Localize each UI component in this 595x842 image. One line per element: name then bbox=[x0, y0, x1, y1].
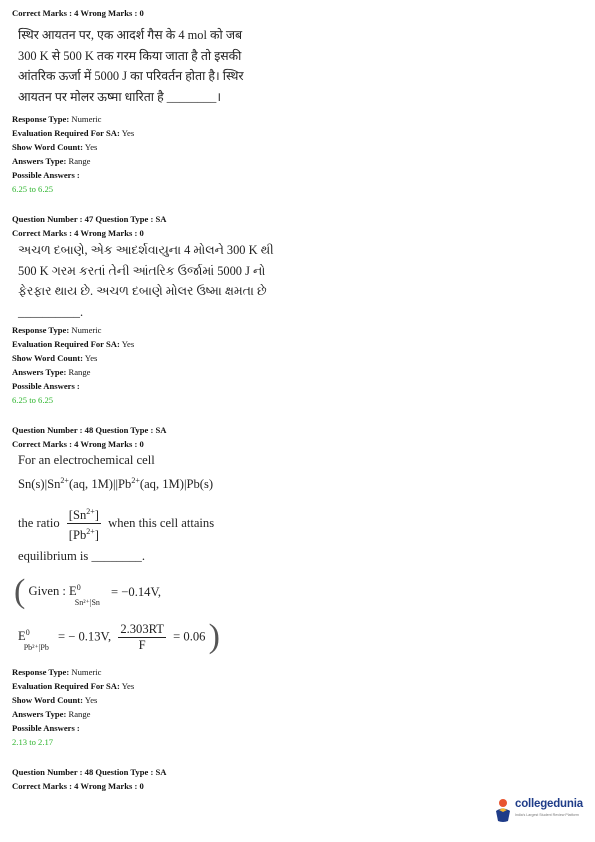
question-line: स्थिर आयतन पर, एक आदर्श गैस के 4 mol को जब bbox=[18, 28, 243, 42]
show-word-count: Show Word Count: Yes bbox=[12, 695, 98, 705]
show-word-count: Show Word Count: Yes bbox=[12, 142, 98, 152]
concentration-ratio: $\frac{[Sn^{2+}]}{[Pb^{2+}]}$ bbox=[67, 504, 101, 543]
electrode-potential-line: $E^0_{Pb^{2+}|Pb}$ = − 0.13V, $\frac{2.303RT}{F}$ = 0.06 ) bbox=[18, 618, 220, 655]
evaluation-required: Evaluation Required For SA: Yes bbox=[12, 339, 135, 349]
show-word-count: Show Word Count: Yes bbox=[12, 353, 98, 363]
question-line: 500 K ગરમ કરતાં તેની આંતરિક ઉર્જામાં 5000 J નો bbox=[18, 263, 266, 278]
possible-answers-label: Possible Answers : bbox=[12, 170, 80, 180]
response-type: Response Type: Numeric bbox=[12, 114, 102, 124]
answers-type: Answers Type: Range bbox=[12, 367, 91, 377]
question-header: Question Number : 48 Question Type : SA bbox=[12, 767, 167, 777]
evaluation-required: Evaluation Required For SA: Yes bbox=[12, 681, 135, 691]
ratio-line: the ratio $\frac{[Sn^{2+}]}{[Pb^{2+}]}$ when this cell attains bbox=[18, 504, 214, 543]
evaluation-required: Evaluation Required For SA: Yes bbox=[12, 128, 135, 138]
question-text-hindi bbox=[18, 25, 244, 107]
answers-type: Answers Type: Range bbox=[12, 709, 91, 719]
question-line: आयतन पर मोलर ऊष्मा धारिता है ________। bbox=[18, 89, 222, 104]
question-line: ફેરફાર થાય છે. અચળ દબાણે મોલર ઉષ્મા ક્ષમતા છે bbox=[18, 284, 267, 298]
possible-answers-value: 2.13 to 2.17 bbox=[12, 737, 54, 747]
collegedunia-logo bbox=[493, 794, 585, 824]
question-header: Question Number : 47 Question Type : SA bbox=[12, 214, 167, 224]
given-line: ( Given : $E^0_{Sn^{2+}|Sn} = -0.14V$, bbox=[14, 573, 162, 610]
answers-type: Answers Type: Range bbox=[12, 156, 91, 166]
cell-notation: $Sn(s)|Sn^{2+}(aq$, $1M)||Pb^{2+}(aq$, 1M)|Pb(s) bbox=[18, 476, 214, 492]
question-line: 300 K से 500 K तक गरम किया जाता है तो इसकी bbox=[18, 48, 242, 63]
marks-line: Correct Marks : 4 Wrong Marks : 0 bbox=[12, 228, 144, 238]
marks-line: Correct Marks : 4 Wrong Marks : 0 bbox=[12, 781, 144, 791]
question-header: Question Number : 48 Question Type : SA bbox=[12, 425, 167, 435]
marks-line: Correct Marks : 4 Wrong Marks : 0 bbox=[12, 439, 144, 449]
question-intro: For an electrochemical cell bbox=[18, 453, 155, 467]
response-type: Response Type: Numeric bbox=[12, 667, 102, 677]
marks-line: Correct Marks : 4 Wrong Marks : 0 bbox=[12, 8, 144, 18]
response-type: Response Type: Numeric bbox=[12, 325, 102, 335]
possible-answers-value: 6.25 to 6.25 bbox=[12, 184, 54, 194]
logo-name: collegedunia bbox=[515, 798, 583, 810]
rt-over-f: $\frac{2.303RT}{F}$ bbox=[120, 621, 164, 652]
question-line: અચળ દબાણે, એક આદર્શવાયુના 4 મોલને 300 K થી bbox=[18, 243, 274, 257]
possible-answers-value: 6.25 to 6.25 bbox=[12, 395, 54, 405]
question-text-gujarati bbox=[18, 240, 274, 322]
possible-answers-label: Possible Answers : bbox=[12, 381, 80, 391]
possible-answers-label: Possible Answers : bbox=[12, 723, 80, 733]
question-line: __________. bbox=[18, 304, 84, 319]
logo-tagline: India's Largest Student Review Platform bbox=[515, 813, 579, 817]
question-line: आंतरिक ऊर्जा में 5000 J का परिवर्तन होता है। स्थिर bbox=[18, 69, 244, 83]
equilibrium-line: equilibrium is ________. bbox=[18, 549, 145, 563]
